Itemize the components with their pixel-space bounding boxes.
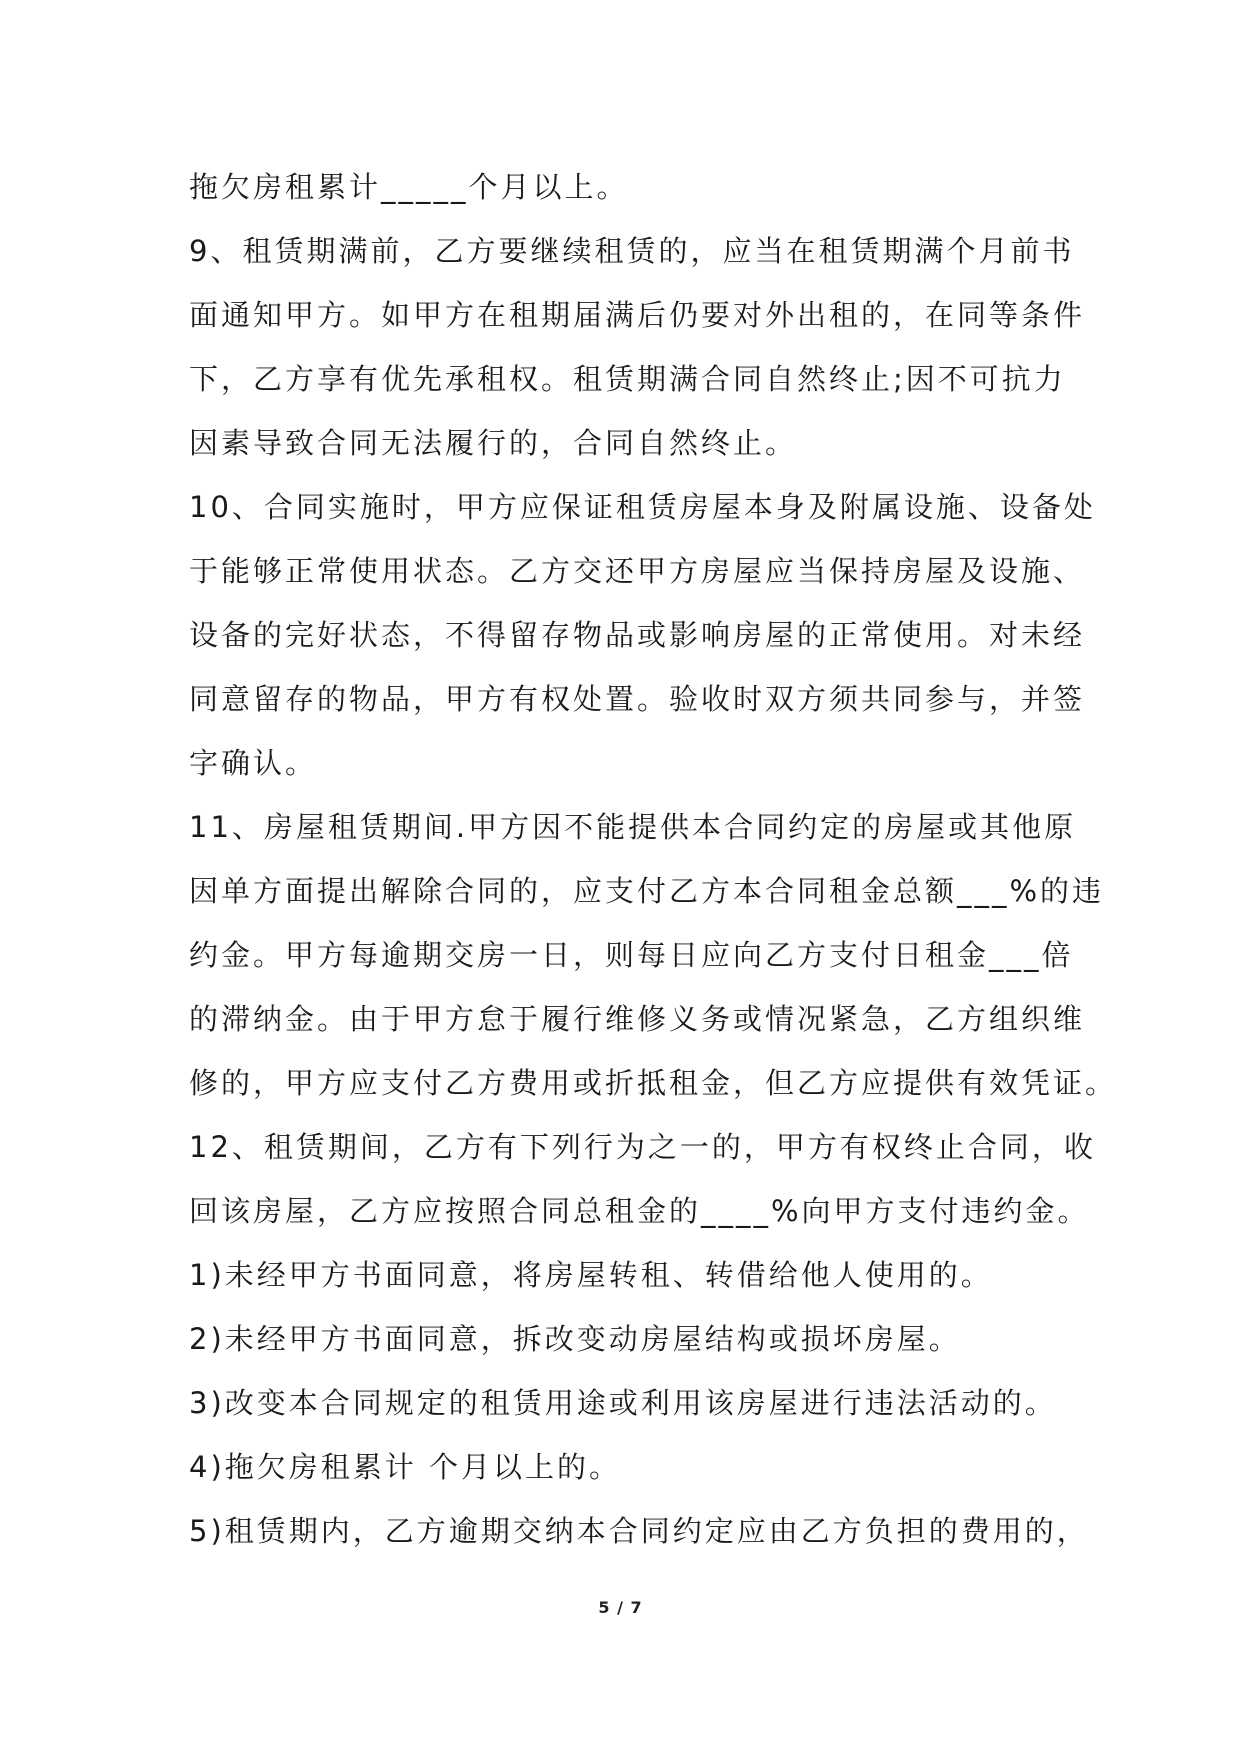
- text-line: 字确认。: [189, 746, 318, 780]
- text-line: 因单方面提出解除合同的，应支付乙方本合同租金总额___%的违: [189, 874, 1105, 908]
- text-line: 同意留存的物品，甲方有权处置。验收时双方须共同参与，并签: [189, 682, 1086, 716]
- text-line: 3)改变本合同规定的租赁用途或利用该房屋进行违法活动的。: [189, 1386, 1057, 1420]
- text-line: 11、房屋租赁期间.甲方因不能提供本合同约定的房屋或其他原: [189, 810, 1077, 844]
- text-line: 9、租赁期满前，乙方要继续租赁的，应当在租赁期满个月前书: [189, 234, 1075, 268]
- text-line: 4)拖欠房租累计 个月以上的。: [189, 1450, 621, 1484]
- text-line: 约金。甲方每逾期交房一日，则每日应向乙方支付日租金___倍: [189, 938, 1074, 972]
- text-line: 回该房屋，乙方应按照合同总租金的____%向甲方支付违约金。: [189, 1194, 1090, 1228]
- document-body: [189, 155, 1118, 1563]
- text-line: 10、合同实施时，甲方应保证租赁房屋本身及附属设施、设备处: [189, 490, 1096, 524]
- text-line: 因素导致合同无法履行的，合同自然终止。: [189, 426, 798, 460]
- text-line: 面通知甲方。如甲方在租期届满后仍要对外出租的，在同等条件: [189, 298, 1086, 332]
- text-line: 12、租赁期间，乙方有下列行为之一的，甲方有权终止合同，收: [189, 1130, 1096, 1164]
- text-line: 于能够正常使用状态。乙方交还甲方房屋应当保持房屋及设施、: [189, 554, 1086, 588]
- text-line: 5)租赁期内，乙方逾期交纳本合同约定应由乙方负担的费用的，: [189, 1514, 1089, 1548]
- text-line: 设备的完好状态，不得留存物品或影响房屋的正常使用。对未经: [189, 618, 1086, 652]
- text-line: 拖欠房租累计_____个月以上。: [189, 170, 629, 204]
- page-number: 5 / 7: [598, 1598, 643, 1617]
- text-line: 1)未经甲方书面同意，将房屋转租、转借给他人使用的。: [189, 1258, 993, 1292]
- text-line: 修的，甲方应支付乙方费用或折抵租金，但乙方应提供有效凭证。: [189, 1066, 1118, 1100]
- text-line: 下，乙方享有优先承租权。租赁期满合同自然终止;因不可抗力: [189, 362, 1066, 396]
- text-line: 2)未经甲方书面同意，拆改变动房屋结构或损坏房屋。: [189, 1322, 961, 1356]
- text-line: 的滞纳金。由于甲方怠于履行维修义务或情况紧急，乙方组织维: [189, 1002, 1086, 1036]
